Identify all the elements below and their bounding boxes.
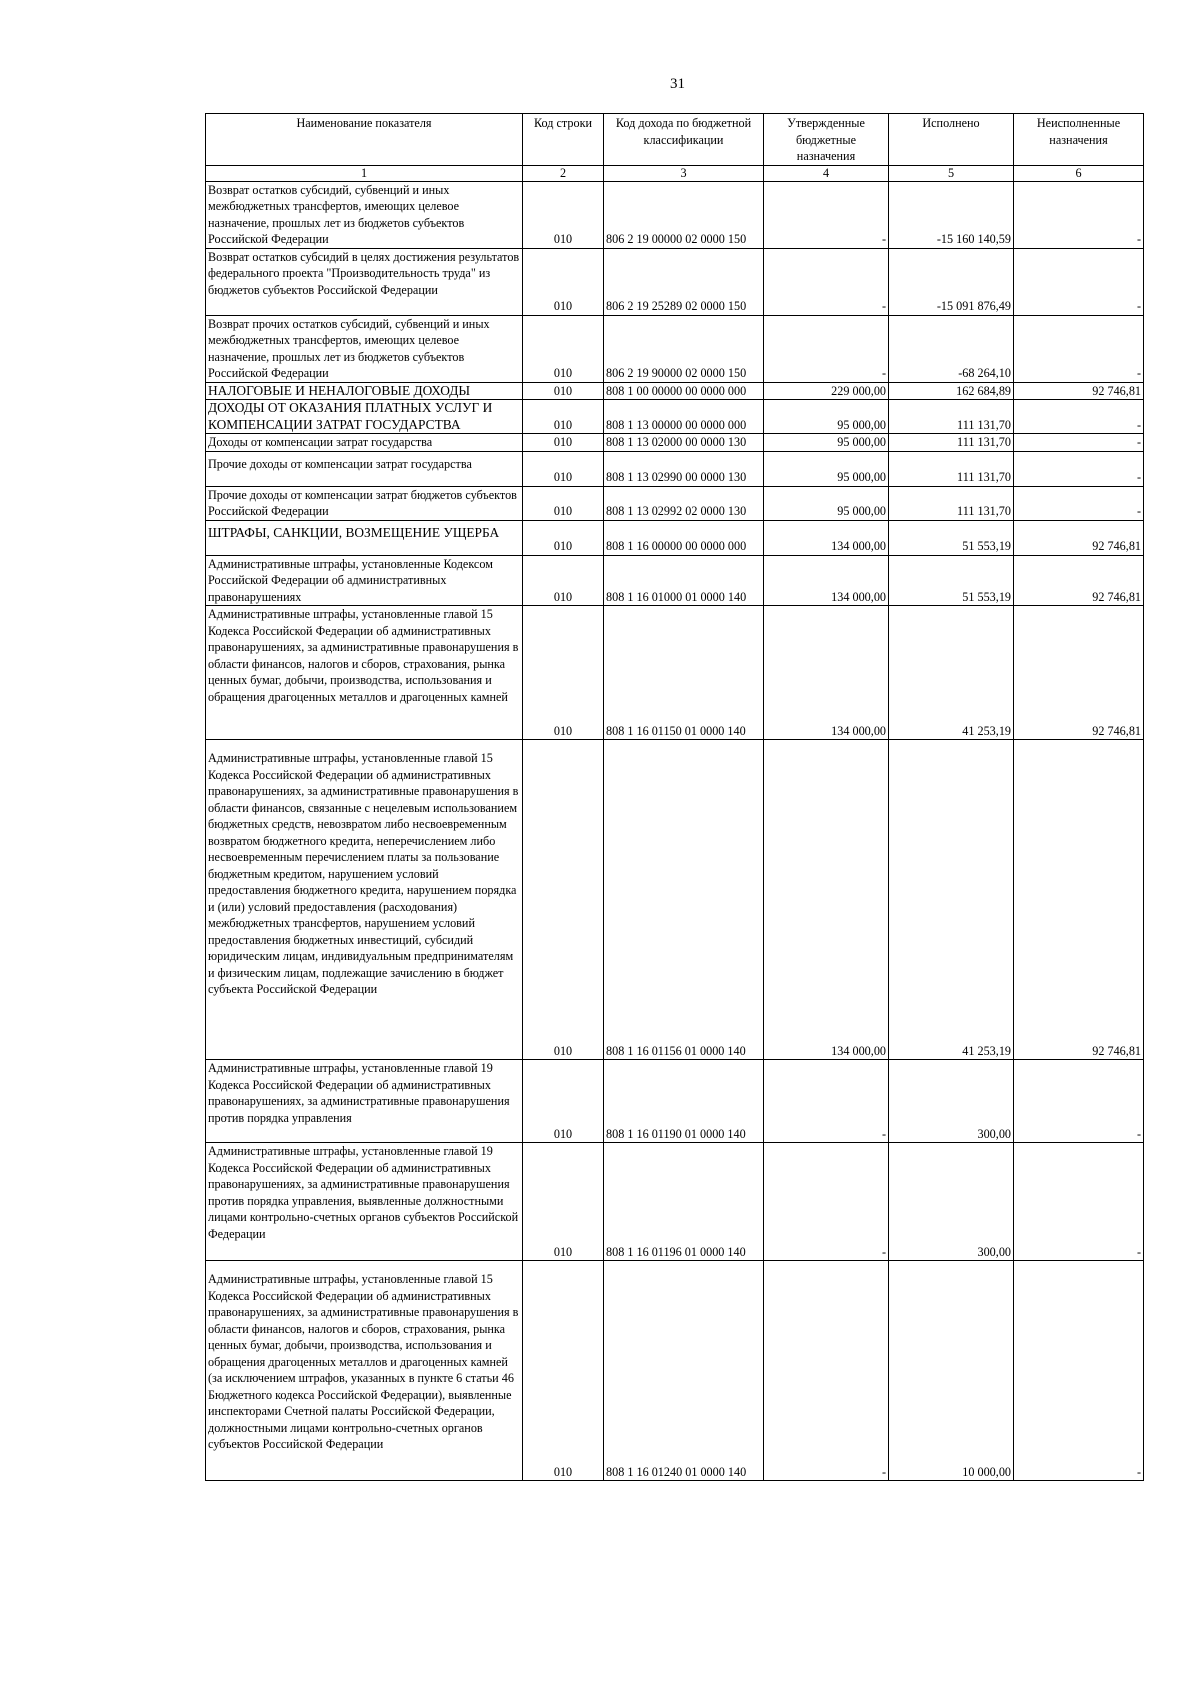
row-approved: -: [764, 181, 889, 248]
row-kbk: 806 2 19 25289 02 0000 150: [604, 248, 764, 315]
row-unexecuted: -: [1014, 1261, 1144, 1481]
row-name: Возврат остатков субсидий, субвенций и иных межбюджетных трансфертов, имеющих целевое назначение, прошлых лет из бюджетов субъектов Российской Федерации: [206, 181, 523, 248]
row-unexecuted: 92 746,81: [1014, 606, 1144, 740]
row-executed: -68 264,10: [889, 315, 1014, 382]
table-row: [206, 382, 1144, 400]
row-kbk: 808 1 00 00000 00 0000 000: [604, 382, 764, 400]
header-unexecuted: Неисполненные назначения: [1014, 114, 1144, 166]
row-kbk: 808 1 16 01150 01 0000 140: [604, 606, 764, 740]
column-number: 1: [206, 165, 523, 181]
column-number: 4: [764, 165, 889, 181]
row-kbk: 808 1 13 02000 00 0000 130: [604, 434, 764, 452]
row-name: НАЛОГОВЫЕ И НЕНАЛОГОВЫЕ ДОХОДЫ: [206, 382, 523, 400]
row-unexecuted: -: [1014, 1060, 1144, 1143]
header-name: Наименование показателя: [206, 114, 523, 166]
row-executed: 51 553,19: [889, 520, 1014, 555]
row-name: ШТРАФЫ, САНКЦИИ, ВОЗМЕЩЕНИЕ УЩЕРБА: [206, 520, 523, 555]
table-row: [206, 520, 1144, 555]
row-approved: -: [764, 248, 889, 315]
table-row: [206, 1261, 1144, 1481]
row-kbk: 808 1 13 00000 00 0000 000: [604, 400, 764, 434]
table-row: [206, 181, 1144, 248]
table-row: [206, 555, 1144, 606]
header-kbk: Код дохода по бюджетной классификации: [604, 114, 764, 166]
row-approved: -: [764, 1060, 889, 1143]
row-name: Административные штрафы, установленные главой 19 Кодекса Российской Федерации об административных правонарушениях, за административные правонарушения против порядка управления, выявленные должностными лицами контрольно-счетных органов субъектов Российской Федерации: [206, 1143, 523, 1261]
row-code: 010: [523, 181, 604, 248]
row-name: Административные штрафы, установленные главой 19 Кодекса Российской Федерации об административных правонарушениях, за административные правонарушения против порядка управления: [206, 1060, 523, 1143]
row-kbk: 808 1 16 01156 01 0000 140: [604, 740, 764, 1060]
column-number: 5: [889, 165, 1014, 181]
row-executed: 41 253,19: [889, 606, 1014, 740]
revenue-table: [205, 113, 1144, 1481]
table-row: [206, 451, 1144, 486]
row-kbk: 806 2 19 00000 02 0000 150: [604, 181, 764, 248]
row-code: 010: [523, 606, 604, 740]
row-executed: 41 253,19: [889, 740, 1014, 1060]
row-code: 010: [523, 520, 604, 555]
row-approved: -: [764, 315, 889, 382]
row-code: 010: [523, 400, 604, 434]
row-unexecuted: 92 746,81: [1014, 382, 1144, 400]
row-unexecuted: -: [1014, 1143, 1144, 1261]
column-number-row: [206, 165, 1144, 181]
row-unexecuted: 92 746,81: [1014, 520, 1144, 555]
row-code: 010: [523, 434, 604, 452]
row-name: Возврат прочих остатков субсидий, субвенций и иных межбюджетных трансфертов, имеющих целевое назначение, прошлых лет из бюджетов субъектов Российской Федерации: [206, 315, 523, 382]
row-kbk: 808 1 16 01240 01 0000 140: [604, 1261, 764, 1481]
row-unexecuted: 92 746,81: [1014, 740, 1144, 1060]
header-approved: Утвержденные бюджетные назначения: [764, 114, 889, 166]
row-name: ДОХОДЫ ОТ ОКАЗАНИЯ ПЛАТНЫХ УСЛУГ И КОМПЕНСАЦИИ ЗАТРАТ ГОСУДАРСТВА: [206, 400, 523, 434]
column-number: 6: [1014, 165, 1144, 181]
row-executed: 111 131,70: [889, 400, 1014, 434]
row-code: 010: [523, 1143, 604, 1261]
table-row: [206, 434, 1144, 452]
row-kbk: 808 1 13 02992 02 0000 130: [604, 486, 764, 520]
row-code: 010: [523, 248, 604, 315]
row-name: Прочие доходы от компенсации затрат бюджетов субъектов Российской Федерации: [206, 486, 523, 520]
row-unexecuted: -: [1014, 451, 1144, 486]
row-approved: 134 000,00: [764, 606, 889, 740]
row-kbk: 808 1 16 01190 01 0000 140: [604, 1060, 764, 1143]
column-number: 2: [523, 165, 604, 181]
row-kbk: 808 1 13 02990 00 0000 130: [604, 451, 764, 486]
row-executed: 300,00: [889, 1143, 1014, 1261]
column-number: 3: [604, 165, 764, 181]
page-number: 31: [670, 76, 685, 92]
row-name: Административные штрафы, установленные главой 15 Кодекса Российской Федерации об административных правонарушениях, за административные правонарушения в области финансов, связанные с нецелевым использованием бюджетных средств, невозвратом либо несвоевременным возвратом бюджетного кредита, неперечислением либо несвоевременным перечислением платы за пользование бюджетным кредитом, нарушением условий предоставления бюджетного кредита, нарушением порядка и (или) условий предоставления (расходования) межбюджетных трансфертов, нарушением условий предоставления бюджетных инвестиций, субсидий юридическим лицам, индивидуальным предпринимателям и физическим лицам, подлежащие зачислению в бюджет субъекта Российской Федерации: [206, 740, 523, 1060]
row-name: Прочие доходы от компенсации затрат государства: [206, 451, 523, 486]
row-approved: 134 000,00: [764, 740, 889, 1060]
row-executed: 10 000,00: [889, 1261, 1014, 1481]
row-name: Административные штрафы, установленные главой 15 Кодекса Российской Федерации об административных правонарушениях, за административные правонарушения в области финансов, налогов и сборов, страхования, рынка ценных бумаг, добычи, производства, использования и обращения драгоценных металлов и драгоценных камней (за исключением штрафов, указанных в пункте 6 статьи 46 Бюджетного кодекса Российской Федерации), выявленные инспекторами Счетной палаты Российской Федерации, должностными лицами контрольно-счетных органов субъектов Российской Федерации: [206, 1261, 523, 1481]
table-row: [206, 248, 1144, 315]
table-row: [206, 1060, 1144, 1143]
row-code: 010: [523, 315, 604, 382]
row-approved: 95 000,00: [764, 486, 889, 520]
row-name: Доходы от компенсации затрат государства: [206, 434, 523, 452]
row-executed: 111 131,70: [889, 486, 1014, 520]
row-executed: 51 553,19: [889, 555, 1014, 606]
row-unexecuted: -: [1014, 248, 1144, 315]
row-approved: 95 000,00: [764, 400, 889, 434]
row-executed: 111 131,70: [889, 434, 1014, 452]
table-row: [206, 1143, 1144, 1261]
row-approved: 229 000,00: [764, 382, 889, 400]
row-approved: 95 000,00: [764, 451, 889, 486]
table-row: [206, 486, 1144, 520]
row-unexecuted: -: [1014, 486, 1144, 520]
row-unexecuted: -: [1014, 181, 1144, 248]
row-unexecuted: -: [1014, 400, 1144, 434]
row-approved: 134 000,00: [764, 555, 889, 606]
row-code: 010: [523, 486, 604, 520]
row-name: Административные штрафы, установленные главой 15 Кодекса Российской Федерации об административных правонарушениях, за административные правонарушения в области финансов, налогов и сборов, страхования, рынка ценных бумаг, добычи, производства, использования и обращения драгоценных металлов и драгоценных камней: [206, 606, 523, 740]
header-executed: Исполнено: [889, 114, 1014, 166]
row-code: 010: [523, 1060, 604, 1143]
row-kbk: 808 1 16 01196 01 0000 140: [604, 1143, 764, 1261]
row-kbk: 806 2 19 90000 02 0000 150: [604, 315, 764, 382]
row-executed: 300,00: [889, 1060, 1014, 1143]
row-code: 010: [523, 555, 604, 606]
row-name: Возврат остатков субсидий в целях достижения результатов федерального проекта "Производительность труда" из бюджетов субъектов Российской Федерации: [206, 248, 523, 315]
row-code: 010: [523, 1261, 604, 1481]
row-code: 010: [523, 382, 604, 400]
row-approved: -: [764, 1143, 889, 1261]
row-executed: 111 131,70: [889, 451, 1014, 486]
row-approved: 95 000,00: [764, 434, 889, 452]
row-kbk: 808 1 16 01000 01 0000 140: [604, 555, 764, 606]
row-executed: 162 684,89: [889, 382, 1014, 400]
table-row: [206, 400, 1144, 434]
row-name: Административные штрафы, установленные Кодексом Российской Федерации об административных правонарушениях: [206, 555, 523, 606]
table-row: [206, 740, 1144, 1060]
row-executed: -15 160 140,59: [889, 181, 1014, 248]
row-executed: -15 091 876,49: [889, 248, 1014, 315]
table-row: [206, 606, 1144, 740]
row-kbk: 808 1 16 00000 00 0000 000: [604, 520, 764, 555]
row-unexecuted: -: [1014, 315, 1144, 382]
table-row: [206, 315, 1144, 382]
row-unexecuted: -: [1014, 434, 1144, 452]
header-row-code: Код строки: [523, 114, 604, 166]
row-code: 010: [523, 740, 604, 1060]
row-approved: -: [764, 1261, 889, 1481]
row-code: 010: [523, 451, 604, 486]
row-approved: 134 000,00: [764, 520, 889, 555]
row-unexecuted: 92 746,81: [1014, 555, 1144, 606]
